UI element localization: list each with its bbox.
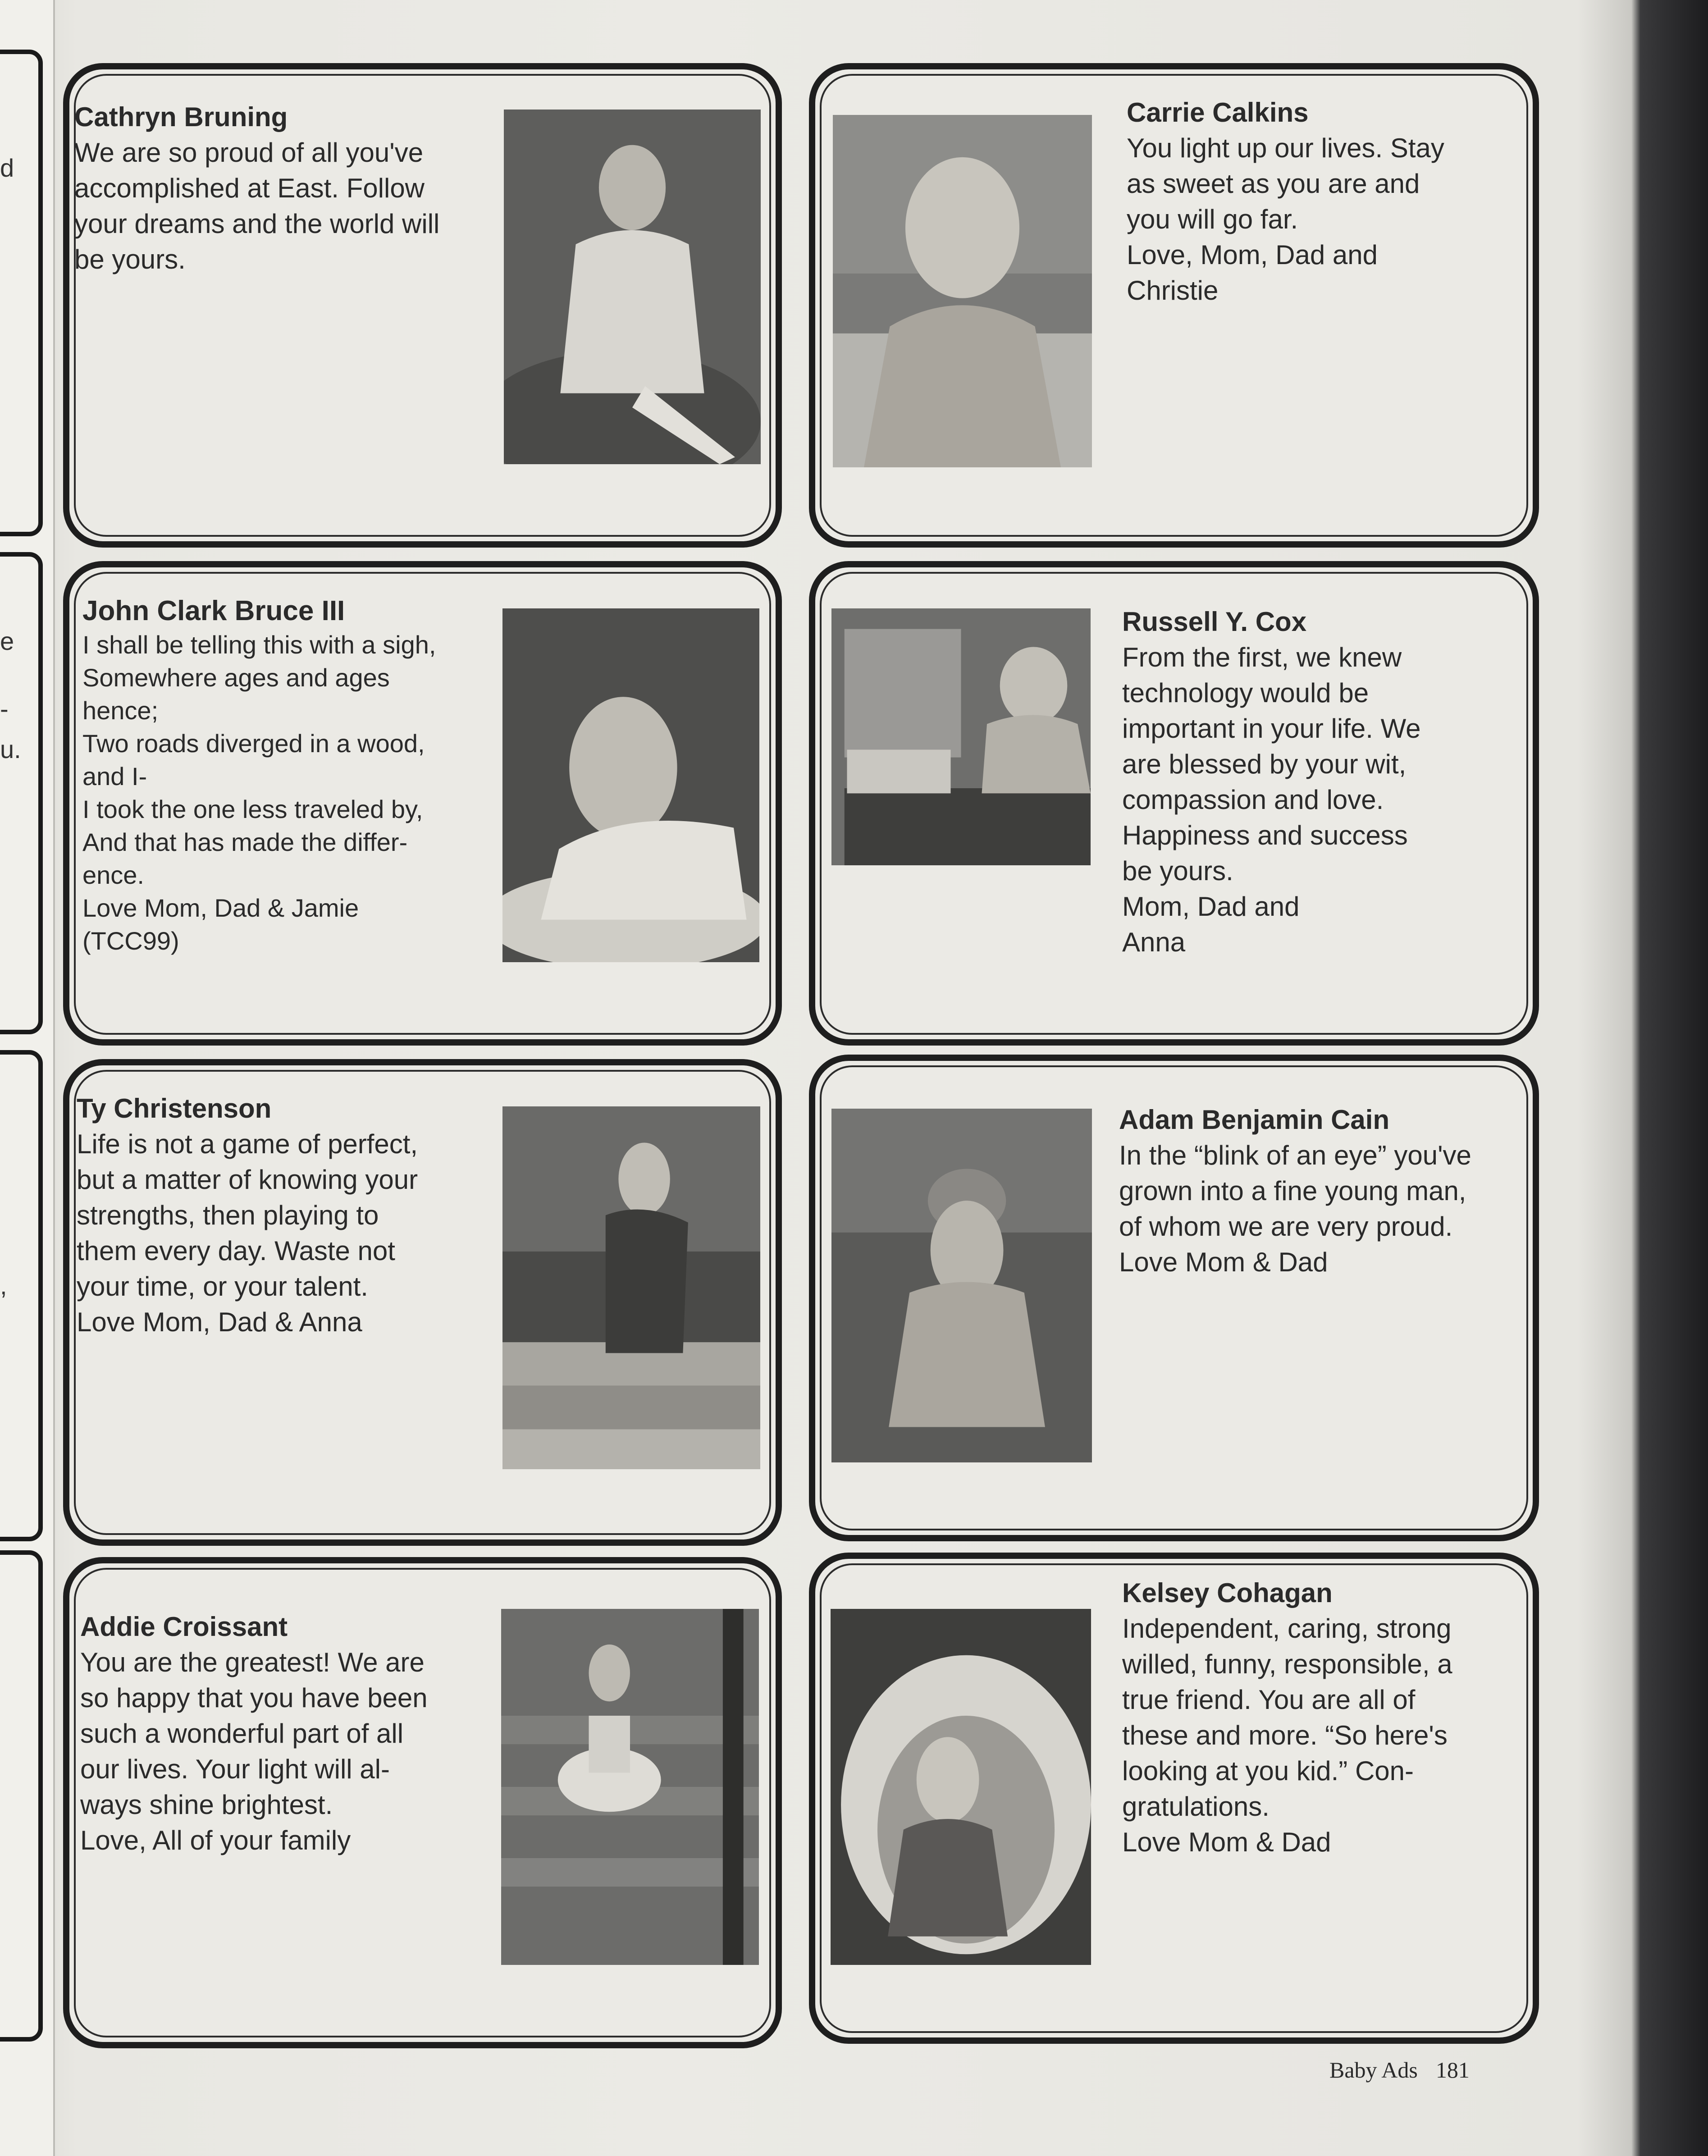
ad-name: Kelsey Cohagan [1122,1578,1333,1608]
toddler-with-computer-photo [831,608,1091,865]
margin-fragment: e [0,627,14,655]
ad-message: In the “blink of an eye” you've grown into a fine young man, of whom we are very proud. Love Mom & Dad [1119,1140,1471,1277]
page-number: 181 [1435,2057,1470,2083]
ad-name: Carrie Calkins [1127,97,1309,128]
ad-text [1119,1102,1534,1280]
ad-text [82,594,502,957]
margin-fragment: - [0,694,9,723]
ad-name: Cathryn Bruning [74,102,288,132]
ad-text [1122,1575,1528,1860]
child-in-bathtub-photo [833,115,1092,467]
margin-fragment: d [0,154,14,182]
previous-page-frame [0,1550,43,2042]
previous-page-edge [0,0,55,2156]
ad-message: Life is not a game of perfect, but a matter of knowing your strengths, then playing to them every day. Waste not your time, or your talent. Love Mom, Dad & Anna [77,1129,418,1337]
ad-message: We are so proud of all you've accomplished at East. Follow your dreams and the world will be yours. [74,137,440,274]
page-footer [1329,2057,1470,2083]
section-title: Baby Ads [1329,2057,1418,2083]
ad-text [1127,95,1523,308]
ad-name: John Clark Bruce III [82,595,345,626]
ad-message: I shall be telling this with a sigh, Somewhere ages and ages hence; Two roads diverged in a wood, and I- I took the one less traveled by, And that has made the differ- ence. Love Mom, Dad & Jamie (TCC99) [82,630,436,955]
ad-name: Adam Benjamin Cain [1119,1105,1390,1135]
ad-name: Russell Y. Cox [1122,607,1307,637]
ad-name: Ty Christenson [77,1093,272,1124]
previous-page-frame [0,552,43,1034]
ballerina-on-stairs-photo [501,1609,759,1965]
ad-message: From the first, we knew technology would be important in your life. We are blessed by your wit, compassion and love. Happiness and success be yours. Mom, Dad and Anna [1122,642,1421,957]
smiling-baby-photo [502,608,759,962]
margin-fragment: u. [0,735,21,763]
toddler-in-play-tunnel-photo [831,1609,1091,1965]
previous-page-frame [0,50,43,536]
ad-message: You light up our lives. Stay as sweet as you are and you will go far. Love, Mom, Dad and Christie [1127,133,1444,306]
boy-in-cap-photo [831,1109,1092,1462]
margin-fragment: , [0,1271,7,1300]
ad-text [80,1609,495,1858]
ad-name: Addie Croissant [80,1612,288,1642]
girl-sitting-on-rock-photo [504,110,761,464]
ad-text [1122,604,1528,960]
ad-message: You are the greatest! We are so happy that you have been such a wonderful part of all our lives. Your light will al- ways shine brightest. Love, All of your family [80,1647,428,1855]
ad-text [74,99,489,277]
ad-text [77,1091,491,1340]
boy-sitting-on-stone-steps-photo [502,1106,760,1469]
ad-message: Independent, caring, strong willed, funny, responsible, a true friend. You are all of these and more. “So here's looking at you kid.” Con- gratulations. Love Mom & Dad [1122,1613,1452,1857]
